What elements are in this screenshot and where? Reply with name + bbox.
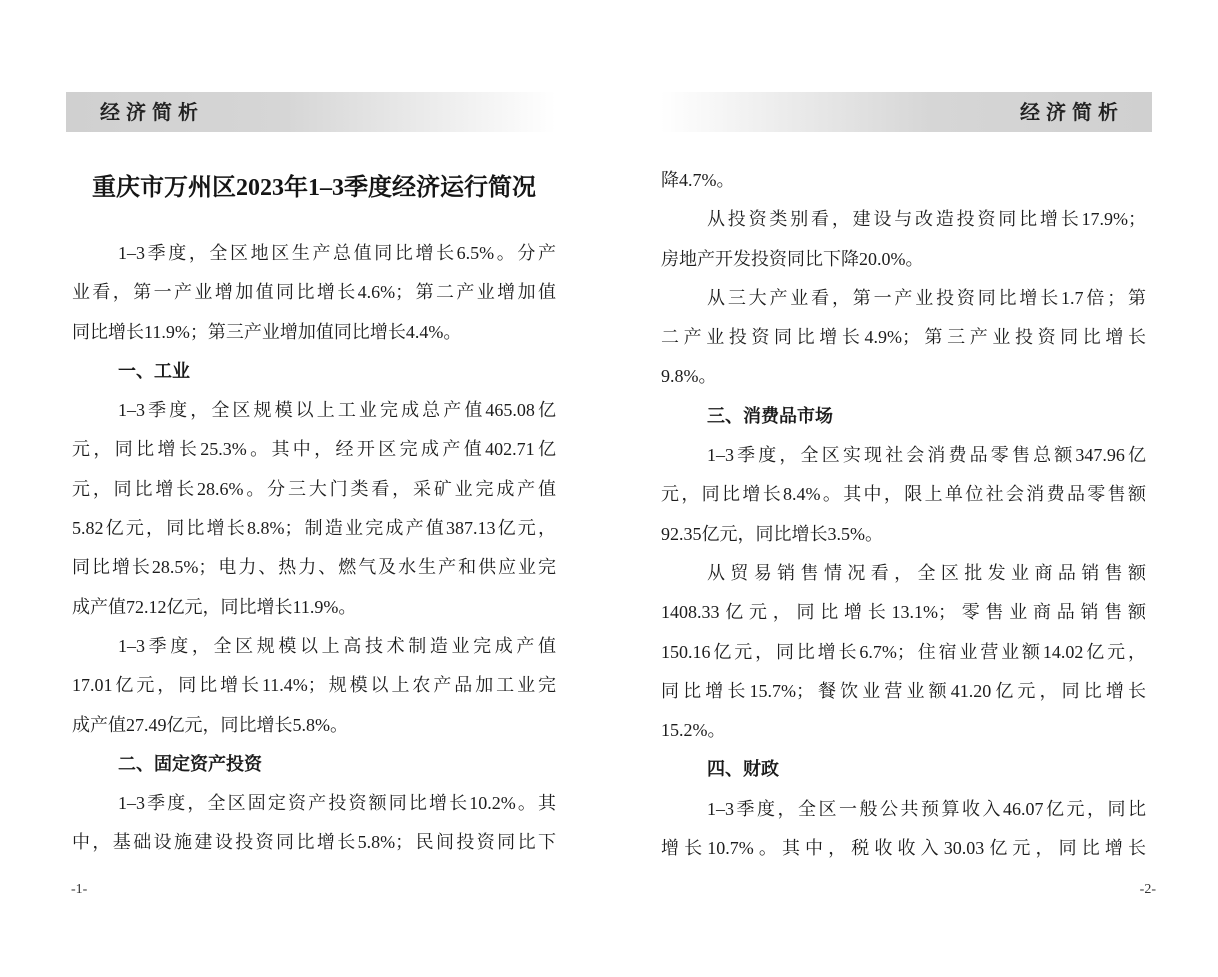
paragraph xyxy=(661,279,1146,397)
document-title: 重庆市万州区2023年1–3季度经济运行简况 xyxy=(92,175,536,201)
paragraph-line: 同比增长28.5%；电力、热力、燃气及水生产和供应业完 xyxy=(72,557,556,578)
paragraph-line: 降4.7%。 xyxy=(661,170,735,190)
paragraph-line: 成产值27.49亿元，同比增长5.8%。 xyxy=(72,714,348,735)
page-right xyxy=(609,0,1218,977)
section-header-bar xyxy=(66,92,556,132)
paragraph-line: 1–3季度，全区地区生产总值同比增长6.5%。分产 xyxy=(118,243,556,263)
paragraph-line: 元，同比增长8.4%。其中，限上单位社会消费品零售额 xyxy=(661,484,1146,505)
paragraph-line: 同比增长11.9%；第三产业增加值同比增长4.4%。 xyxy=(72,321,462,342)
paragraph-line: 1–3季度，全区固定资产投资额同比增长10.2%。其 xyxy=(118,793,556,814)
page-number: -1- xyxy=(71,882,88,897)
paragraph-line: 17.01亿元，同比增长11.4%；规模以上农产品加工业完 xyxy=(72,675,556,696)
paragraph-line: 房地产开发投资同比下降20.0%。 xyxy=(661,248,924,269)
paragraph-line: 5.82亿元，同比增长8.8%；制造业完成产值387.13亿元， xyxy=(72,518,556,539)
paragraph-line: 增长10.7%。其中，税收收入30.03亿元，同比增长 xyxy=(661,838,1146,859)
paragraph-line: 1–3季度，全区规模以上高技术制造业完成产值 xyxy=(118,635,556,656)
section-heading: 三、消费品市场 xyxy=(707,405,833,427)
paragraph-line: 15.2%。 xyxy=(661,720,726,741)
paragraph-continued xyxy=(661,161,1146,200)
paragraph-line: 业看，第一产业增加值同比增长4.6%；第二产业增加值 xyxy=(72,282,556,303)
paragraph-line: 1–3季度，全区实现社会消费品零售总额347.96亿 xyxy=(707,445,1146,466)
paragraph-line: 1408.33亿元，同比增长13.1%；零售业商品销售额 xyxy=(661,602,1146,623)
paragraph-line: 从投资类别看，建设与改造投资同比增长17.9%； xyxy=(707,209,1146,230)
paragraph-line: 从贸易销售情况看，全区批发业商品销售额 xyxy=(707,562,1146,583)
paragraph xyxy=(661,436,1146,554)
paragraph-line: 元，同比增长28.6%。分三大门类看，采矿业完成产值 xyxy=(72,478,556,499)
text-column xyxy=(72,234,556,863)
section-heading: 一、工业 xyxy=(118,360,190,382)
paragraph-line: 92.35亿元，同比增长3.5%。 xyxy=(661,523,883,544)
paragraph xyxy=(661,790,1146,869)
paragraph xyxy=(72,391,556,627)
paragraph-line: 9.8%。 xyxy=(661,366,717,387)
section-header-label: 经济简析 xyxy=(1020,100,1124,124)
section-header-label: 经济简析 xyxy=(100,100,204,124)
text-column xyxy=(661,161,1146,868)
paragraph-line: 从三大产业看，第一产业投资同比增长1.7倍；第 xyxy=(707,287,1146,308)
paragraph-line: 成产值72.12亿元，同比增长11.9%。 xyxy=(72,596,357,617)
paragraph-line: 150.16亿元，同比增长6.7%；住宿业营业额14.02亿元， xyxy=(661,641,1146,662)
page-number: -2- xyxy=(1139,882,1156,897)
section-heading: 二、固定资产投资 xyxy=(118,753,262,775)
paragraph-line: 1–3季度，全区规模以上工业完成总产值465.08亿 xyxy=(118,400,556,421)
section-heading: 四、财政 xyxy=(707,759,779,781)
paragraph-line: 1–3季度，全区一般公共预算收入46.07亿元，同比 xyxy=(707,798,1146,819)
paragraph xyxy=(661,200,1146,279)
section-header-bar xyxy=(660,92,1152,132)
paragraph xyxy=(72,627,556,745)
paragraph xyxy=(72,234,556,352)
paragraph-line: 二产业投资同比增长4.9%；第三产业投资同比增长 xyxy=(661,327,1146,348)
paragraph xyxy=(72,784,556,863)
paragraph-line: 同比增长15.7%；餐饮业营业额41.20亿元，同比增长 xyxy=(661,680,1146,701)
paragraph-line: 元，同比增长25.3%。其中，经开区完成产值402.71亿 xyxy=(72,439,556,460)
paragraph-line: 中，基础设施建设投资同比增长5.8%；民间投资同比下 xyxy=(72,832,556,853)
paragraph xyxy=(661,554,1146,750)
